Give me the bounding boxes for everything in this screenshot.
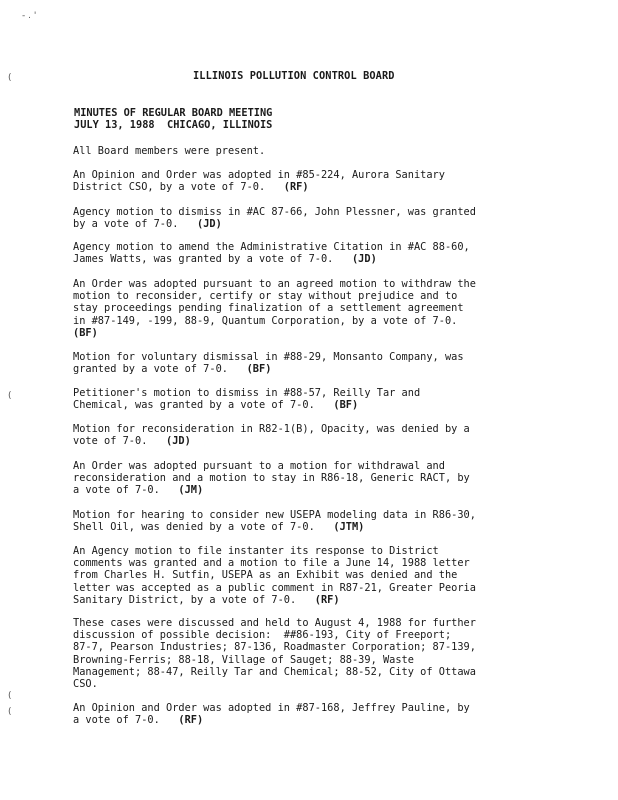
minutes-line: letter was accepted as a public comment in R87-21, Greater Peoria: [73, 581, 476, 594]
minutes-line: Chemical, was granted by a vote of 7-0. (BF): [73, 399, 359, 412]
meeting-date: JULY 13, 1988 CHICAGO, ILLINOIS: [74, 119, 273, 131]
minutes-item: [73, 278, 553, 339]
minutes-item: [73, 617, 553, 690]
minutes-item: [73, 702, 553, 726]
minutes-item: [73, 545, 553, 606]
member-initials: (JD): [197, 218, 222, 231]
minutes-line: James Watts, was granted by a vote of 7-0. (JD): [73, 253, 377, 266]
margin-mark: (: [8, 707, 12, 717]
minutes-item: [73, 509, 553, 533]
minutes-item: [73, 351, 553, 375]
minutes-line: District CSO, by a vote of 7-0. (RF): [73, 181, 309, 194]
member-initials: (JTM): [333, 521, 365, 534]
member-initials: (BF): [333, 399, 359, 412]
minutes-line: granted by a vote of 7-0. (BF): [73, 363, 272, 376]
minutes-item: [73, 460, 553, 497]
minutes-line: stay proceedings pending finalization of a settlement agreement: [73, 302, 464, 315]
minutes-item: [73, 169, 553, 193]
minutes-line: An Opinion and Order was adopted in #85-224, Aurora Sanitary: [73, 169, 445, 181]
minutes-line: Shell Oil, was denied by a vote of 7-0. (JTM): [73, 521, 365, 534]
minutes-line: a vote of 7-0. (JM): [73, 484, 204, 497]
minutes-line: [73, 327, 553, 339]
minutes-line: CSO.: [73, 678, 98, 691]
member-initials: (BF): [73, 326, 98, 339]
minutes-line: by a vote of 7-0. (JD): [73, 218, 222, 231]
minutes-line: An Order was adopted pursuant to a motion for withdrawal and: [73, 460, 445, 472]
minutes-line: a vote of 7-0. (RF): [73, 714, 204, 727]
minutes-line: Motion for voluntary dismissal in #88-29, Monsanto Company, was: [73, 351, 464, 363]
minutes-line: Sanitary District, by a vote of 7-0. (RF): [73, 593, 340, 606]
meeting-title: MINUTES OF REGULAR BOARD MEETING: [74, 107, 273, 119]
minutes-line: Browning-Ferris; 88-18, Village of Sauget; 88-39, Waste: [73, 653, 414, 666]
minutes-line: These cases were discussed and held to August 4, 1988 for further: [73, 617, 476, 629]
member-initials: (RF): [178, 714, 204, 727]
margin-mark: - . ': [22, 11, 37, 21]
minutes-line: in #87-149, -199, 88-9, Quantum Corporation, by a vote of 7-0.: [73, 314, 458, 327]
minutes-line: An Agency motion to file instanter its response to District: [73, 545, 439, 557]
minutes-line: 87-7, Pearson Industries; 87-136, Roadmaster Corporation; 87-139,: [73, 641, 476, 654]
minutes-line: vote of 7-0. (JD): [73, 435, 191, 448]
minutes-line: Management; 88-47, Reilly Tar and Chemical; 88-52, City of Ottawa: [73, 665, 476, 678]
margin-mark: (: [8, 691, 12, 701]
minutes-item: [73, 241, 553, 265]
minutes-line: An Opinion and Order was adopted in #87-168, Jeffrey Pauline, by: [73, 702, 470, 714]
minutes-item: [73, 206, 553, 230]
minutes-line: discussion of possible decision: ##86-193, City of Freeport;: [73, 629, 452, 642]
minutes-item: [73, 387, 553, 411]
margin-mark: (: [8, 73, 12, 83]
minutes-line: comments was granted and a motion to file a June 14, 1988 letter: [73, 557, 470, 570]
member-initials: (RF): [283, 181, 309, 194]
minutes-line: Agency motion to dismiss in #AC 87-66, John Plessner, was granted: [73, 206, 476, 218]
minutes-line: An Order was adopted pursuant to an agreed motion to withdraw the: [73, 278, 476, 290]
member-initials: (JD): [166, 435, 191, 448]
minutes-item: [73, 145, 553, 157]
minutes-line: reconsideration and a motion to stay in R86-18, Generic RACT, by: [73, 472, 470, 485]
minutes-line: Motion for reconsideration in R82-1(B), Opacity, was denied by a: [73, 423, 470, 435]
member-initials: (BF): [246, 363, 272, 376]
minutes-line: All Board members were present.: [73, 145, 266, 157]
minutes-line: from Charles H. Sutfin, USEPA as an Exhibit was denied and the: [73, 569, 458, 582]
minutes-line: Petitioner's motion to dismiss in #88-57, Reilly Tar and: [73, 387, 421, 399]
member-initials: (RF): [314, 593, 340, 606]
member-initials: (JD): [351, 253, 377, 266]
minutes-item: [73, 423, 553, 447]
minutes-line: Agency motion to amend the Administrative Citation in #AC 88-60,: [73, 241, 470, 253]
minutes-line: Motion for hearing to consider new USEPA modeling data in R86-30,: [73, 509, 476, 521]
member-initials: (JM): [178, 484, 204, 497]
margin-mark: (: [8, 391, 12, 401]
document-title: ILLINOIS POLLUTION CONTROL BOARD: [193, 70, 395, 82]
minutes-line: motion to reconsider, certify or stay without prejudice and to: [73, 290, 458, 303]
